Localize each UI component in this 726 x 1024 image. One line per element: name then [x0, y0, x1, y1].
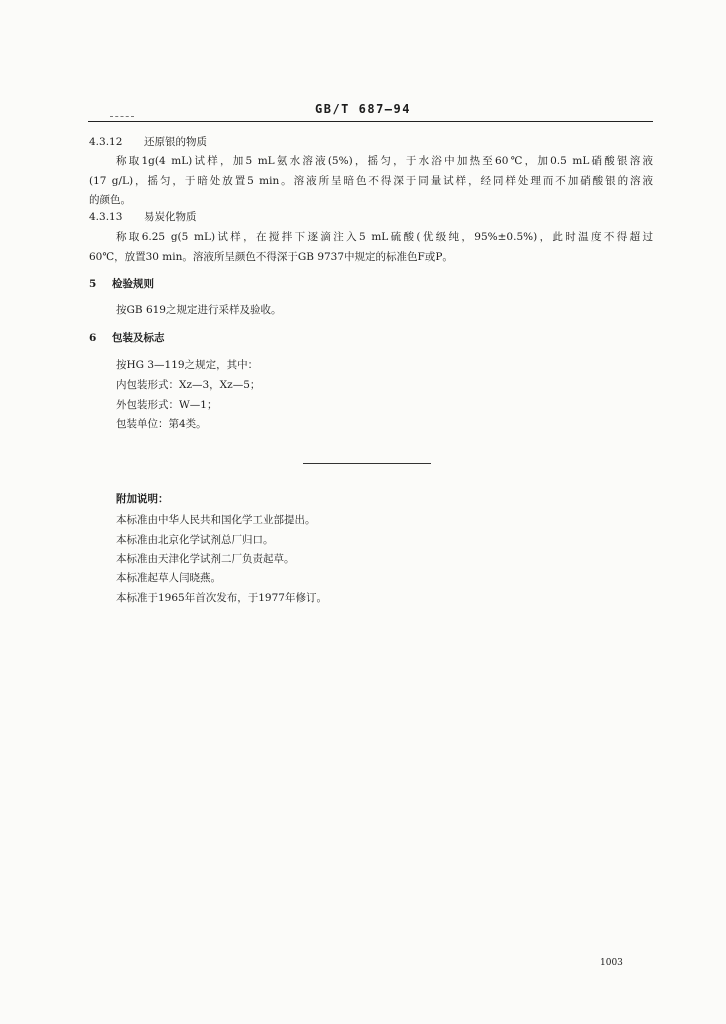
end-of-standard-rule: [303, 463, 431, 464]
appendix-line-4: 本标准起草人闫晓燕。: [116, 572, 221, 584]
clause-4-3-12-line-2: (17 g/L)，摇匀，于暗处放置5 min。溶液所呈暗色不得深于同量试样，经同样处理而不加硝酸银的溶液: [89, 175, 653, 187]
section-title-5: 检验规则: [112, 278, 154, 290]
clause-4-3-13-line-2: 60℃，放置30 min。溶液所呈颜色不得深于GB 9737中规定的标准色F或P。: [89, 251, 453, 263]
appendix-line-2: 本标准由北京化学试剂总厂归口。: [116, 534, 274, 546]
section-number-6: 6: [89, 332, 97, 344]
clause-number-4-3-12: 4.3.12: [89, 136, 123, 148]
section-6-line-3: 外包装形式：W—1；: [116, 399, 218, 411]
appendix-line-1: 本标准由中华人民共和国化学工业部提出。: [116, 514, 316, 526]
clause-4-3-12-line-3: 的颜色。: [89, 194, 131, 206]
section-6-line-4: 包装单位：第4类。: [116, 418, 207, 430]
header-mark: [110, 116, 134, 117]
section-6-line-2: 内包装形式：Xz—3，Xz—5；: [116, 379, 261, 391]
section-title-6: 包装及标志: [112, 332, 165, 344]
header-rule: [88, 121, 653, 122]
standard-code-header: GB/T 687—94: [315, 102, 411, 116]
page-number: 1003: [600, 958, 623, 968]
section-number-5: 5: [89, 278, 97, 290]
clause-title-4-3-12: 还原银的物质: [144, 136, 207, 148]
clause-4-3-12-line-1: 称取1g(4 mL)试样，加5 mL氨水溶液(5%)，摇匀，于水浴中加热至60℃，加0.5 mL硝酸银溶液: [116, 155, 653, 167]
clause-number-4-3-13: 4.3.13: [89, 211, 123, 223]
section-6-line-1: 按HG 3—119之规定，其中：: [116, 359, 259, 371]
clause-4-3-13-line-1: 称取6.25 g(5 mL)试样，在搅拌下逐滴注入5 mL硫酸(优级纯，95%±0.5%)，此时温度不得超过: [116, 231, 653, 243]
appendix-line-3: 本标准由天津化学试剂二厂负责起草。: [116, 553, 295, 565]
appendix-line-5: 本标准于1965年首次发布，于1977年修订。: [116, 592, 327, 604]
section-5-line-1: 按GB 619之规定进行采样及验收。: [116, 304, 282, 316]
appendix-title: 附加说明：: [116, 493, 169, 505]
clause-title-4-3-13: 易炭化物质: [144, 211, 197, 223]
